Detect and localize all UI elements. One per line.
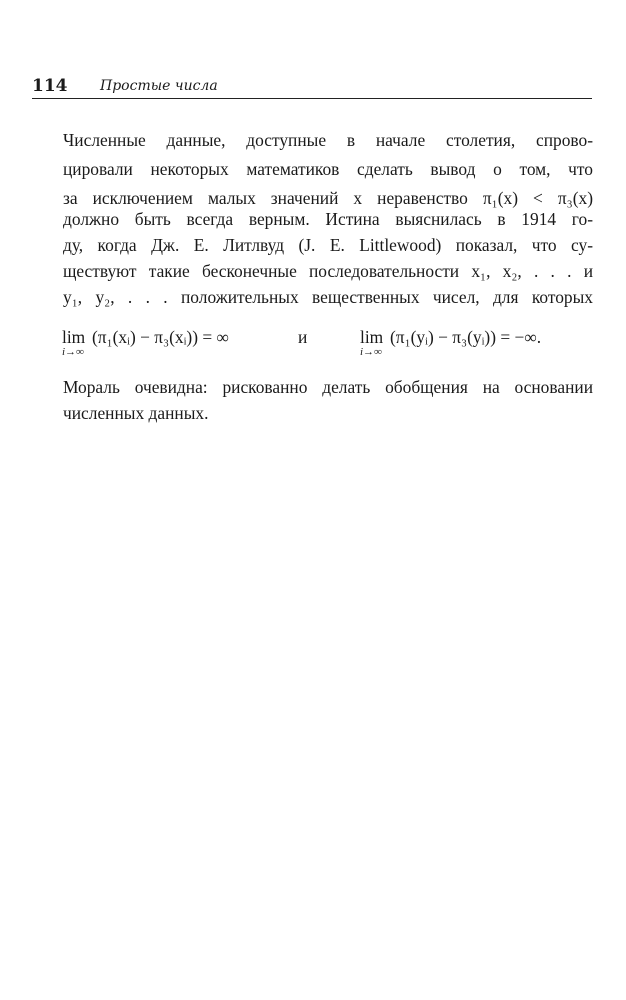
text-line: должно быть всегда верным. Истина выяснилась в 1914 го- (63, 209, 593, 229)
page-number: 114 (32, 76, 68, 96)
text-line: за исключением малых значений x неравенство π₁(x) < π₃(x) (63, 188, 593, 208)
text-line: цировали некоторых математиков сделать вывод о том, что (63, 159, 593, 179)
formula-expression: (π₁(yᵢ) − π₃(yᵢ)) = −∞. (390, 327, 542, 347)
formula-conjunction: и (298, 327, 308, 347)
text-line: ду, когда Дж. Е. Литлвуд (J. E. Littlewood) показал, что су- (63, 235, 593, 255)
lim-operator: lim (62, 327, 86, 347)
text-line: численных данных. (63, 403, 209, 423)
formula-expression: (π₁(xᵢ) − π₃(xᵢ)) = ∞ (92, 327, 229, 347)
running-title: Простые числа (100, 78, 218, 94)
text-line: Мораль очевидна: рискованно делать обобщения на основании (63, 377, 593, 397)
header-rule (32, 98, 592, 99)
running-head (32, 74, 592, 100)
lim-subscript: i→∞ (360, 346, 382, 358)
text-line: Численные данные, доступные в начале столетия, спрово- (63, 130, 593, 150)
lim-operator: lim (360, 327, 384, 347)
formula-left (62, 327, 262, 357)
lim-subscript: i→∞ (62, 346, 84, 358)
text-line: y₁, y₂, . . . положительных вещественных чисел, для которых (63, 287, 593, 307)
text-line: ществуют такие бесконечные последовательности x₁, x₂, . . . и (63, 261, 593, 281)
formula-right (360, 327, 593, 357)
